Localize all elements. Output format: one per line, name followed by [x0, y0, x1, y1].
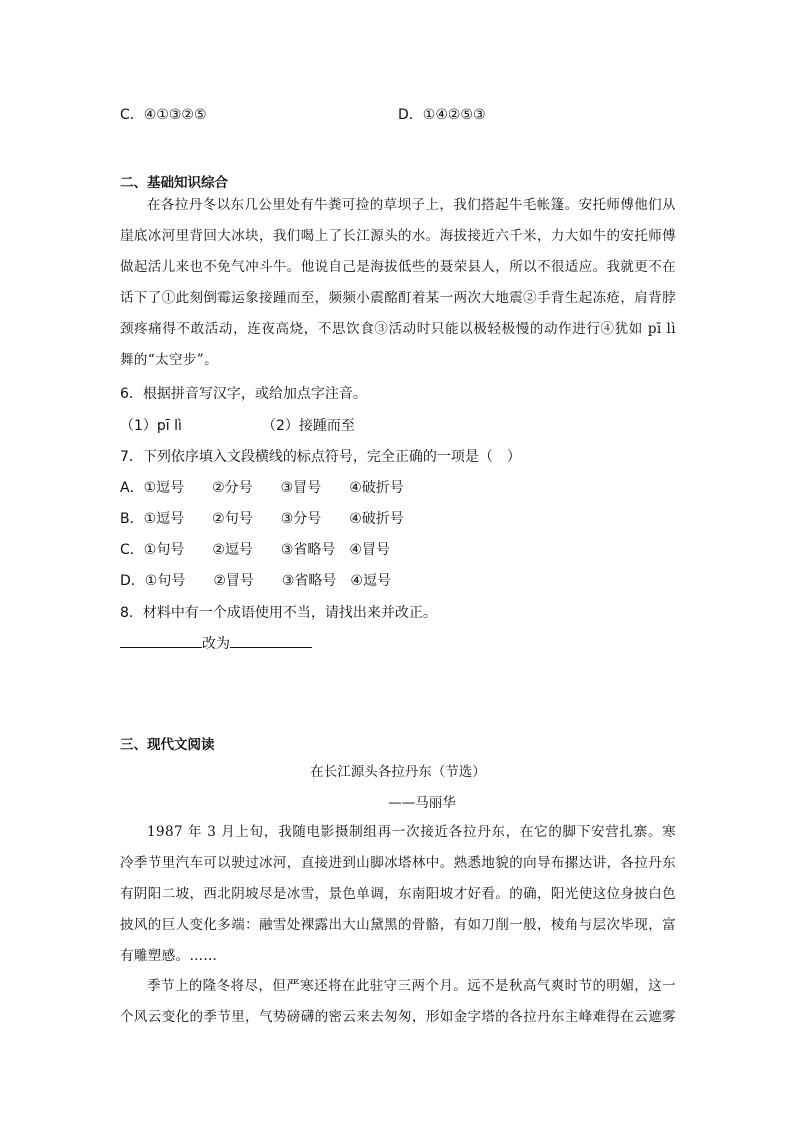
section-2-heading: 二、基础知识综合	[120, 175, 228, 191]
answer-blank-2[interactable]	[230, 633, 312, 648]
question-6-sub2: （2）接踵而至	[262, 418, 355, 434]
question-7-option-a: A．①逗号 ②分号 ③冒号 ④破折号	[120, 480, 404, 496]
question-8-answer-line	[120, 633, 312, 653]
question-8: 8．材料中有一个成语使用不当，请找出来并改正。	[120, 605, 437, 621]
article-paragraph-2	[120, 971, 676, 1033]
option-d: D．①④②⑤③	[398, 107, 486, 123]
article-paragraph-1	[120, 817, 676, 972]
section-2-passage	[120, 190, 676, 376]
paragraph-2-text: 季节上的隆冬将尽，但严寒还将在此驻守三两个月。远不是秋高气爽时节的明媚，这一个风云变化的季节里，气势磅礴的密云来去匆匆，形如金字塔的各拉丹东主峰难得在云遮雾	[120, 978, 676, 1025]
article-author: ——马丽华	[388, 795, 456, 811]
passage-text: 在各拉丹冬以东几公里处有牛粪可捡的草坝子上，我们搭起牛毛帐篷。安托师傅他们从崖底冰河里背回大冰块，我们喝上了长江源头的水。海拔接近六千米，力大如牛的安托师傅做起活儿来也不免气冲斗牛。他说自己是海拔低些的聂荣县人，所以不很适应。我就更不在话下了①此刻倒霉运象接踵而至，频频小震酩酊着某一两次大地震②手背生起冻疮，肩背脖颈疼痛得不敢活动，连夜高烧，不思饮食③活动时只能以极轻极慢的动作进行④犹如 pī lì 舞的“太空步”。	[120, 197, 676, 368]
question-7: 7．下列依序填入文段横线的标点符号，完全正确的一项是（ ）	[120, 449, 521, 465]
question-7-option-c: C．①句号 ②逗号 ③省略号 ④冒号	[120, 542, 390, 558]
paragraph-1-text: 1987 年 3 月上旬，我随电影摄制组再一次接近各拉丹东，在它的脚下安营扎寨。寒冷季节里汽车可以驶过冰河，直接进到山脚冰塔林中。熟悉地貌的向导布摞达讲，各拉丹东有阴阳二坡，西北阴坡尽是冰雪，景色单调，东南阳坡才好看。的确，阳光使这位身披白色披风的巨人变化多端：融雪处裸露出大山黛黑的骨骼，有如刀削一般，棱角与层次毕现，富有雕塑感。……	[120, 824, 676, 964]
question-7-option-b: B．①逗号 ②句号 ③分号 ④破折号	[120, 511, 404, 527]
question-6: 6．根据拼音写汉字，或给加点字注音。	[120, 386, 367, 402]
article-title: 在长江源头各拉丹东（节选）	[310, 764, 486, 780]
answer-connector: 改为	[202, 636, 230, 652]
option-c: C．④①③②⑤	[120, 107, 207, 123]
section-3-heading: 三、现代文阅读	[120, 737, 215, 753]
question-7-option-d: D．①句号 ②冒号 ③省略号 ④逗号	[120, 573, 391, 589]
answer-blank-1[interactable]	[120, 633, 202, 648]
question-6-sub1: （1）pī lì	[120, 418, 182, 434]
